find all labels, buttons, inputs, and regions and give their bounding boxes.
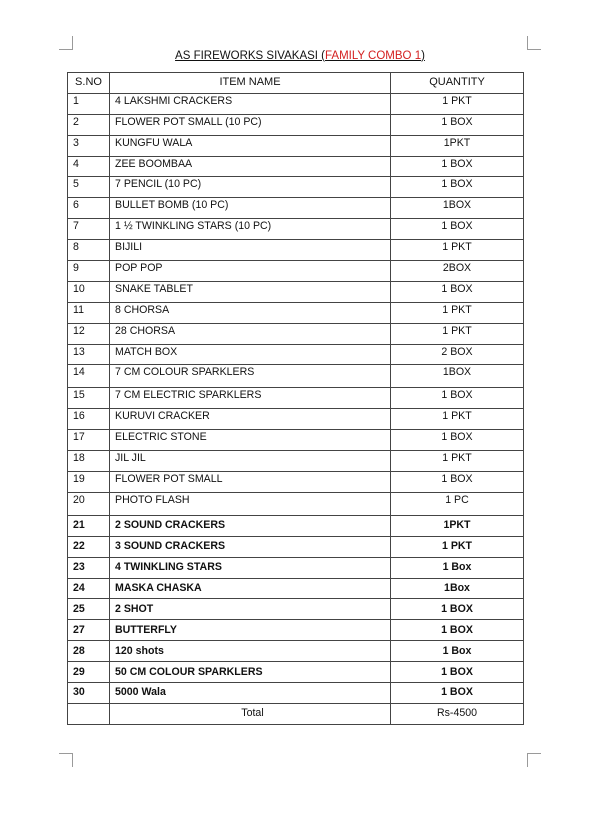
- row-sno: 30: [68, 683, 110, 704]
- table-row: [68, 135, 524, 156]
- table-row: [68, 472, 524, 493]
- row-item-name: KUNGFU WALA: [110, 135, 391, 156]
- row-quantity: 2 BOX: [391, 344, 524, 365]
- row-sno: 22: [68, 536, 110, 557]
- row-item-name: 7 PENCIL (10 PC): [110, 177, 391, 198]
- row-quantity: 1 BOX: [391, 114, 524, 135]
- table-row: [68, 302, 524, 323]
- table-row: [68, 536, 524, 557]
- row-sno: 4: [68, 156, 110, 177]
- table-row: [68, 683, 524, 704]
- row-quantity: 1 Box: [391, 557, 524, 578]
- table-row: [68, 156, 524, 177]
- row-quantity: 1BOX: [391, 198, 524, 219]
- row-sno: 25: [68, 599, 110, 620]
- row-item-name: 5000 Wala: [110, 683, 391, 704]
- row-quantity: 1 BOX: [391, 177, 524, 198]
- table-row: [68, 388, 524, 409]
- row-sno: 29: [68, 662, 110, 683]
- table-row: [68, 365, 524, 388]
- page-title: [0, 50, 600, 62]
- row-item-name: FLOWER POT SMALL (10 PC): [110, 114, 391, 135]
- row-sno: 17: [68, 430, 110, 451]
- header-sno: S.NO: [68, 73, 110, 94]
- row-item-name: 7 CM COLOUR SPARKLERS: [110, 365, 391, 388]
- row-item-name: POP POP: [110, 261, 391, 282]
- title-suffix: ): [421, 50, 425, 62]
- row-sno: 12: [68, 323, 110, 344]
- row-quantity: 1 BOX: [391, 430, 524, 451]
- row-quantity: 1 BOX: [391, 620, 524, 641]
- crop-mark-bottom-right: [527, 753, 541, 767]
- table-row: [68, 641, 524, 662]
- row-quantity: 1 BOX: [391, 472, 524, 493]
- table-row: [68, 430, 524, 451]
- items-table: [67, 72, 524, 725]
- row-item-name: 4 TWINKLING STARS: [110, 557, 391, 578]
- row-item-name: ZEE BOOMBAA: [110, 156, 391, 177]
- row-quantity: 1 BOX: [391, 599, 524, 620]
- row-quantity: 1 BOX: [391, 219, 524, 240]
- row-item-name: 50 CM COLOUR SPARKLERS: [110, 662, 391, 683]
- title-prefix: AS FIREWORKS SIVAKASI (: [175, 50, 326, 62]
- table-row: [68, 261, 524, 282]
- row-quantity: 1 BOX: [391, 683, 524, 704]
- row-quantity: 1 BOX: [391, 388, 524, 409]
- row-item-name: 7 CM ELECTRIC SPARKLERS: [110, 388, 391, 409]
- table-row: [68, 557, 524, 578]
- table-row: [68, 599, 524, 620]
- row-item-name: BULLET BOMB (10 PC): [110, 198, 391, 219]
- row-quantity: 1 PKT: [391, 409, 524, 430]
- row-item-name: 4 LAKSHMI CRACKERS: [110, 93, 391, 114]
- row-quantity: 1 PKT: [391, 93, 524, 114]
- table-row: [68, 409, 524, 430]
- row-sno: 6: [68, 198, 110, 219]
- row-sno: 1: [68, 93, 110, 114]
- row-sno: 16: [68, 409, 110, 430]
- row-sno: 20: [68, 492, 110, 515]
- row-quantity: 1 BOX: [391, 156, 524, 177]
- row-item-name: 2 SOUND CRACKERS: [110, 515, 391, 536]
- table-row: [68, 515, 524, 536]
- table-row: [68, 323, 524, 344]
- row-sno: 18: [68, 451, 110, 472]
- row-sno: 21: [68, 515, 110, 536]
- table-row: [68, 177, 524, 198]
- table-row: [68, 492, 524, 515]
- row-sno: 7: [68, 219, 110, 240]
- table-row: [68, 451, 524, 472]
- table-row: [68, 240, 524, 261]
- row-quantity: 1 PC: [391, 492, 524, 515]
- row-quantity: 1BOX: [391, 365, 524, 388]
- row-sno: 13: [68, 344, 110, 365]
- row-item-name: 8 CHORSA: [110, 302, 391, 323]
- row-quantity: 1PKT: [391, 515, 524, 536]
- row-item-name: 3 SOUND CRACKERS: [110, 536, 391, 557]
- row-sno: 2: [68, 114, 110, 135]
- row-item-name: JIL JIL: [110, 451, 391, 472]
- row-item-name: BUTTERFLY: [110, 620, 391, 641]
- row-item-name: MATCH BOX: [110, 344, 391, 365]
- row-quantity: 1 PKT: [391, 451, 524, 472]
- table-row: [68, 198, 524, 219]
- row-sno: 11: [68, 302, 110, 323]
- row-sno: 19: [68, 472, 110, 493]
- header-item-name: ITEM NAME: [110, 73, 391, 94]
- table-row: [68, 114, 524, 135]
- header-quantity: QUANTITY: [391, 73, 524, 94]
- table-row: [68, 281, 524, 302]
- crop-mark-top-left: [59, 36, 73, 50]
- row-sno: 5: [68, 177, 110, 198]
- row-sno: 3: [68, 135, 110, 156]
- row-item-name: MASKA CHASKA: [110, 578, 391, 599]
- table-row: [68, 578, 524, 599]
- row-quantity: 1 PKT: [391, 302, 524, 323]
- row-sno: 14: [68, 365, 110, 388]
- total-sno-cell: [68, 703, 110, 724]
- crop-mark-top-right: [527, 36, 541, 50]
- table-row: [68, 219, 524, 240]
- row-item-name: BIJILI: [110, 240, 391, 261]
- row-quantity: 1Box: [391, 578, 524, 599]
- row-item-name: 28 CHORSA: [110, 323, 391, 344]
- row-sno: 24: [68, 578, 110, 599]
- row-quantity: 1 BOX: [391, 662, 524, 683]
- row-item-name: 2 SHOT: [110, 599, 391, 620]
- row-item-name: SNAKE TABLET: [110, 281, 391, 302]
- row-item-name: PHOTO FLASH: [110, 492, 391, 515]
- row-quantity: 1PKT: [391, 135, 524, 156]
- row-sno: 23: [68, 557, 110, 578]
- table-row: [68, 662, 524, 683]
- row-quantity: 1 PKT: [391, 323, 524, 344]
- row-item-name: KURUVI CRACKER: [110, 409, 391, 430]
- row-quantity: 1 PKT: [391, 536, 524, 557]
- row-sno: 8: [68, 240, 110, 261]
- row-quantity: 1 BOX: [391, 281, 524, 302]
- total-row: [68, 703, 524, 724]
- row-item-name: 120 shots: [110, 641, 391, 662]
- row-item-name: 1 ½ TWINKLING STARS (10 PC): [110, 219, 391, 240]
- row-sno: 27: [68, 620, 110, 641]
- table-row: [68, 93, 524, 114]
- table-header-row: [68, 73, 524, 94]
- row-item-name: ELECTRIC STONE: [110, 430, 391, 451]
- row-quantity: 1 PKT: [391, 240, 524, 261]
- title-highlight: FAMILY COMBO 1: [325, 50, 422, 62]
- row-quantity: 1 Box: [391, 641, 524, 662]
- row-sno: 28: [68, 641, 110, 662]
- row-item-name: FLOWER POT SMALL: [110, 472, 391, 493]
- row-sno: 10: [68, 281, 110, 302]
- crop-mark-bottom-left: [59, 753, 73, 767]
- total-label: Total: [110, 703, 391, 724]
- table-row: [68, 620, 524, 641]
- table-row: [68, 344, 524, 365]
- row-quantity: 2BOX: [391, 261, 524, 282]
- row-sno: 9: [68, 261, 110, 282]
- total-value: Rs-4500: [391, 703, 524, 724]
- row-sno: 15: [68, 388, 110, 409]
